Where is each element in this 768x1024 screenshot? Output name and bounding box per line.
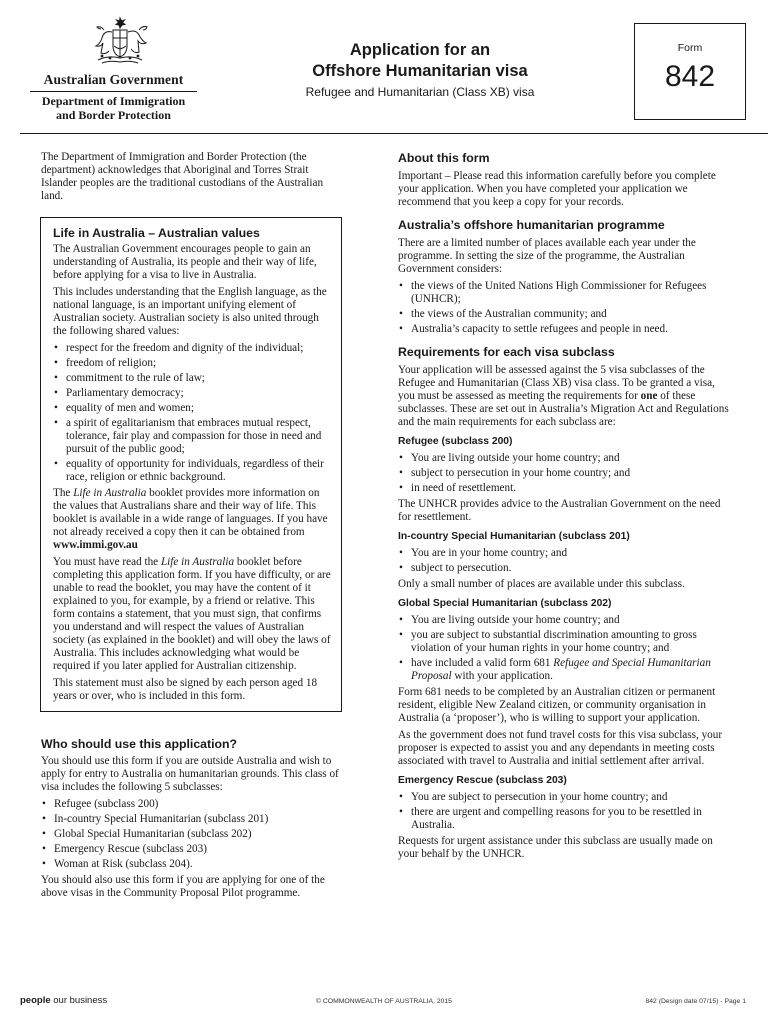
footer-brand <box>20 995 107 1006</box>
list-item: • Global Special Humanitarian (subclass 202) <box>41 828 347 841</box>
requirement-list <box>398 614 732 683</box>
footer-page-number: 842 (Design date 07/15) - Page 1 <box>645 998 746 1005</box>
considerations-list <box>398 280 732 336</box>
list-item: • You are living outside your home country; and <box>398 614 732 627</box>
paragraph: There are a limited number of places available each year under the programme. In setting the size of the programme, the Australian Government considers: <box>398 237 696 275</box>
requirement-list <box>398 452 732 495</box>
list-item: • freedom of religion; <box>53 357 331 370</box>
list-item: • You are subject to persecution in your home country; and <box>398 791 732 804</box>
footer-copyright: © COMMONWEALTH OF AUSTRALIA, 2015 <box>316 998 452 1005</box>
list-item: • the views of the Australian community; and <box>398 308 732 321</box>
government-rule <box>30 91 197 92</box>
list-item: • Parliamentary democracy; <box>53 387 331 400</box>
life-in-australia-box <box>40 217 342 712</box>
list-item: • subject to persecution in your home country; and <box>398 467 732 480</box>
form-number: 842 <box>664 60 716 93</box>
subclass-heading: Emergency Rescue (subclass 203) <box>398 775 567 786</box>
subclass-heading: Global Special Humanitarian (subclass 202) <box>398 598 612 609</box>
department-line: Department of Immigration <box>41 94 186 108</box>
list-item: • In-country Special Humanitarian (subclass 201) <box>41 813 347 826</box>
list-item: • Woman at Risk (subclass 204). <box>41 858 347 871</box>
coat-of-arms-icon <box>84 16 156 70</box>
text: Your application will be assessed against the 5 visa subclasses of the Refugee and Humanitarian (Class XB) visa class. To be granted a visa, you must be assessed as meeting the requirements for <box>398 364 715 402</box>
form-title: Refugee and Special Humanitarian Proposal <box>411 657 711 682</box>
paragraph <box>53 556 331 673</box>
list-item: • there are urgent and compelling reasons for you to be resettled in Australia. <box>398 806 732 832</box>
text: of these subclasses. These are set out in Australia’s Migration Act and Regulations and the main requirements for each subclass are: <box>398 390 729 428</box>
text: booklet provides more information on the values that Australians share and their way of life. This booklet is available in a wide range of languages. If you have not already received a copy then it can be obtained from <box>53 487 328 538</box>
paragraph <box>398 364 732 429</box>
paragraph: You should use this form if you are outside Australia and wish to apply for entry to Australia on humanitarian grounds. This class of visa includes the following 5 subclasses: <box>41 755 339 793</box>
department-name <box>26 94 201 122</box>
title-line: Offshore Humanitarian visa <box>312 62 528 80</box>
section-heading: Australia’s offshore humanitarian programme <box>398 218 665 232</box>
paragraph <box>53 487 331 552</box>
list-item: • equality of opportunity for individuals, regardless of their race, religion or ethnic background. <box>53 458 331 484</box>
paragraph: Important – Please read this information carefully before you complete your application. When you have completed your application we recommend that you keep a copy for your records. <box>398 170 716 208</box>
page-title <box>270 40 570 82</box>
government-name: Australian Government <box>43 72 184 87</box>
section-heading: About this form <box>398 151 490 165</box>
right-column <box>398 152 732 865</box>
text: have included a valid form 681 <box>411 657 554 669</box>
list-item: • in need of resettlement. <box>398 482 732 495</box>
section-heading: Who should use this application? <box>41 737 238 751</box>
department-line: and Border Protection <box>56 108 171 122</box>
booklet-title: Life in Australia <box>160 556 235 568</box>
left-column <box>41 151 347 904</box>
subclass-list <box>41 798 347 871</box>
paragraph: Only a small number of places are available under this subclass. <box>398 578 685 590</box>
paragraph: Requests for urgent assistance under this subclass are usually made on your behalf by the UNHCR. <box>398 835 713 860</box>
paragraph: As the government does not fund travel costs for this visa subclass, your proposer is expected to assist you and any dependants in meeting costs associated with travel to Australia and initial settlement after arrival. <box>398 729 723 767</box>
requirement-list <box>398 791 732 832</box>
paragraph: The UNHCR provides advice to the Australian Government on the need for resettlement. <box>398 498 721 523</box>
brand-bold: people <box>20 995 51 1006</box>
form-number-box <box>634 23 746 120</box>
booklet-title: Life in Australia <box>73 487 147 499</box>
text: You must have read the <box>53 556 161 568</box>
list-item: • you are subject to substantial discrimination amounting to gross violation of your human rights in your home country; and <box>398 629 732 655</box>
text: with your application. <box>451 670 553 682</box>
header-rule <box>20 133 768 134</box>
list-item: • the views of the United Nations High Commissioner for Refugees (UNHCR); <box>398 280 732 306</box>
paragraph: This includes understanding that the English language, as the national language, is an important unifying element of Australian society. Australian society is also united through the following shared values: <box>53 286 327 337</box>
list-item: • Australia’s capacity to settle refugees and people in need. <box>398 323 732 336</box>
text: booklet before completing this application form. If you have difficulty, or are unable to read the booklet, you may have the content of it explained to you, for example, by a friend or relative. This form contains a statement, that you must sign, that confirms you understand and will respect the values of Australian society (as explained in the booklet) and will obey the laws of Australia. This includes acknowledging what would be required if you later applied for Australian citizenship. <box>53 556 331 672</box>
emphasis: one <box>640 390 658 402</box>
list-item <box>398 657 732 683</box>
brand-rest: our business <box>50 995 108 1006</box>
paragraph: Form 681 needs to be completed by an Australian citizen or permanent resident, eligible New Zealand citizen, or community organisation in Australia (a ‘proposer’), who is willing to support your application. <box>398 686 716 724</box>
paragraph: You should also use this form if you are applying for one of the above visas in the Community Proposal Pilot programme. <box>41 874 325 899</box>
acknowledgement: The Department of Immigration and Border Protection (the department) acknowledges that Aboriginal and Torres Strait Islander peoples are the traditional custodians of the Australian land. <box>41 151 324 202</box>
list-item: • equality of men and women; <box>53 402 331 415</box>
text: The <box>53 487 74 499</box>
website-link[interactable]: www.immi.gov.au <box>53 539 138 551</box>
list-item: • Emergency Rescue (subclass 203) <box>41 843 347 856</box>
list-item: • subject to persecution. <box>398 562 732 575</box>
section-heading: Requirements for each visa subclass <box>398 345 615 359</box>
requirement-list <box>398 547 732 575</box>
values-list <box>53 342 331 484</box>
section-heading: Life in Australia – Australian values <box>53 226 260 240</box>
page-subtitle: Refugee and Humanitarian (Class XB) visa <box>305 85 535 99</box>
list-item: • a spirit of egalitarianism that embraces mutual respect, tolerance, fair play and compassion for those in need and pursuit of the public good; <box>53 417 331 456</box>
list-item: • You are in your home country; and <box>398 547 732 560</box>
subclass-heading: In-country Special Humanitarian (subclass 201) <box>398 531 630 542</box>
list-item: • respect for the freedom and dignity of the individual; <box>53 342 331 355</box>
list-item: • Refugee (subclass 200) <box>41 798 347 811</box>
form-label: Form <box>677 42 703 54</box>
title-line: Application for an <box>349 41 491 59</box>
list-item: • commitment to the rule of law; <box>53 372 331 385</box>
paragraph: This statement must also be signed by each person aged 18 years or over, who is included in this form. <box>53 677 318 702</box>
list-item: • You are living outside your home country; and <box>398 452 732 465</box>
paragraph: The Australian Government encourages people to gain an understanding of Australia, its people and their way of life, before applying for a visa to live in Australia. <box>53 243 317 281</box>
subclass-heading: Refugee (subclass 200) <box>398 436 513 447</box>
